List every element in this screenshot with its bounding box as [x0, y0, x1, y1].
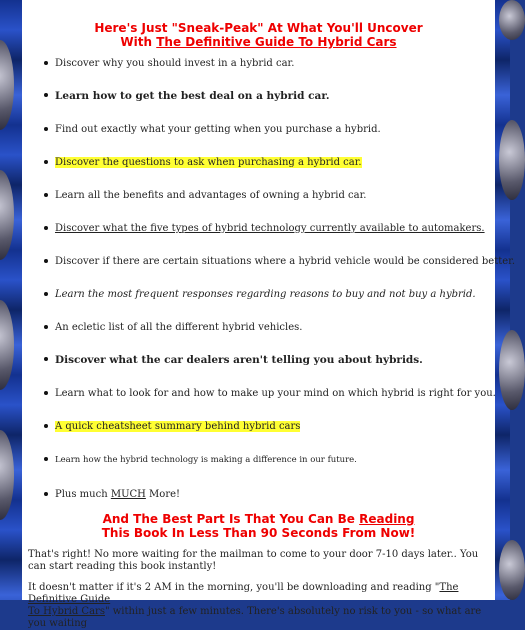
feature-text: Learn how to get the best deal on a hybrid car.	[55, 90, 330, 102]
feature-text: Learn the most frequent responses regarding reasons to buy and not buy a hybrid.	[55, 289, 476, 300]
feature-text: A quick cheatsheet summary behind hybrid cars	[55, 421, 301, 432]
heading-prefix: With	[120, 35, 157, 49]
bullet-icon	[44, 193, 48, 197]
feature-text: More!	[145, 489, 181, 500]
bullet-icon	[44, 127, 48, 131]
list-item	[44, 354, 423, 367]
feature-text: An ecletic list of all the different hybrid vehicles.	[55, 322, 303, 333]
sneak-peek-heading	[22, 21, 495, 49]
bullet-icon	[44, 325, 48, 329]
sales-page-content	[22, 0, 516, 629]
list-item	[44, 488, 180, 501]
feature-text: Learn all the benefits and advantages of owning a hybrid car.	[55, 190, 367, 201]
bullet-icon	[44, 424, 48, 428]
list-item	[44, 123, 381, 136]
bullet-icon	[44, 61, 48, 65]
tire-graphic-icon	[0, 430, 14, 520]
cta-heading	[22, 512, 495, 540]
instant-access-paragraph: That's right! No more waiting for the mailman to come to your door 7-10 days later.. You can start reading this book instantly!	[28, 549, 479, 572]
bullet-icon	[44, 259, 48, 263]
tire-graphic-icon	[499, 0, 525, 40]
tire-graphic-icon	[0, 40, 14, 130]
reading-link[interactable]: Reading	[359, 512, 415, 526]
heading-line-2	[22, 35, 495, 49]
list-item	[44, 222, 485, 235]
guide-link[interactable]: To Hybrid Cars	[28, 606, 105, 617]
feature-text: Plus much	[55, 489, 111, 500]
list-item	[44, 387, 496, 400]
tire-graphic-icon	[0, 170, 14, 260]
bullet-icon	[44, 391, 48, 395]
list-item	[44, 156, 362, 169]
feature-text: Discover the questions to ask when purchasing a hybrid car.	[55, 157, 362, 168]
tire-graphic-icon	[499, 540, 525, 600]
feature-text: Discover what the five types of hybrid technology currently available to automakers.	[55, 223, 485, 234]
bullet-icon	[44, 160, 48, 164]
right-side-banner	[495, 0, 510, 600]
bullet-icon	[44, 457, 48, 461]
cta-line-1	[22, 512, 495, 526]
bullet-icon	[44, 357, 48, 361]
cta-line-2: This Book In Less Than 90 Seconds From Now!	[101, 526, 416, 540]
para-text: " within just a few minutes. There's absolutely no risk to you - so what are you waiting	[28, 606, 482, 629]
list-item	[44, 454, 357, 467]
list-item	[44, 189, 366, 202]
bullet-icon	[44, 93, 48, 97]
tire-graphic-icon	[499, 120, 525, 200]
para-text: It doesn't matter if it's 2 AM in the morning, you'll be downloading and reading "	[28, 582, 440, 593]
feature-text: Learn what to look for and how to make up your mind on which hybrid is right for you.	[55, 388, 496, 399]
feature-text: Discover why you should invest in a hybrid car.	[55, 58, 295, 69]
tire-graphic-icon	[499, 330, 525, 410]
list-item	[44, 420, 300, 433]
much-link[interactable]: MUCH	[110, 489, 146, 500]
list-item	[44, 255, 515, 268]
cta-prefix: And The Best Part Is That You Can Be	[102, 512, 360, 526]
list-item	[44, 90, 330, 103]
no-risk-paragraph	[28, 582, 488, 630]
bullet-icon	[44, 492, 48, 496]
list-item	[44, 321, 302, 334]
heading-line-1: Here's Just "Sneak-Peak" At What You'll Uncover	[94, 21, 423, 35]
feature-text: Learn how the hybrid technology is making a difference in our future.	[55, 455, 357, 465]
left-side-banner	[0, 0, 22, 600]
list-item	[44, 57, 294, 70]
guide-title-link[interactable]: The Definitive Guide To Hybrid Cars	[156, 35, 397, 49]
feature-text: Find out exactly what your getting when you purchase a hybrid.	[55, 124, 381, 135]
bullet-icon	[44, 292, 48, 296]
list-item	[44, 288, 476, 301]
feature-text: Discover what the car dealers aren't telling you about hybrids.	[55, 354, 423, 366]
feature-text: Discover if there are certain situations where a hybrid vehicle would be considered better.	[55, 256, 516, 267]
guide-link[interactable]: The Definitive Guide	[28, 582, 459, 605]
bullet-icon	[44, 226, 48, 230]
tire-graphic-icon	[0, 300, 14, 390]
